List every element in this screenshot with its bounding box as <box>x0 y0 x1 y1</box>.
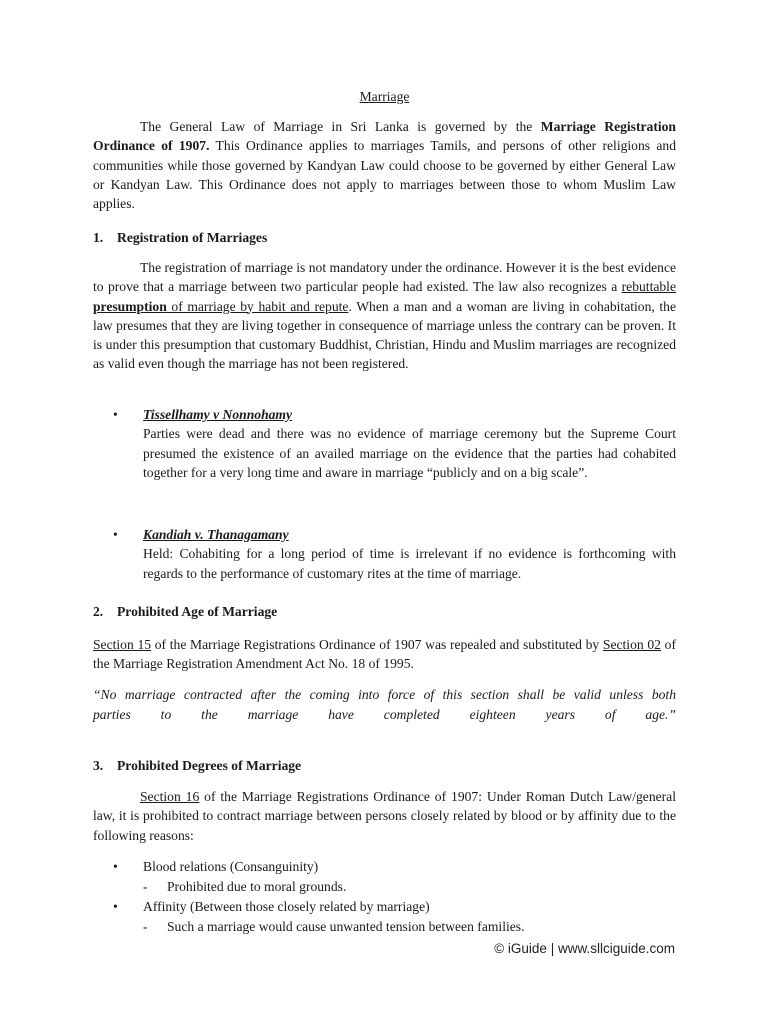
intro-text-1: The General Law of Marriage in Sri Lanka is governed by the <box>140 119 541 134</box>
section-2-number: 2. <box>93 604 104 619</box>
section-16-link[interactable]: Section 16 <box>140 789 200 804</box>
section-2-text-2: of the Marriage Registration Amendment Act No. 18 of 1995. <box>93 637 676 672</box>
sub-list-text: Prohibited due to moral grounds. <box>167 879 347 894</box>
section-3-heading <box>93 756 301 775</box>
intro-text-2: This Ordinance applies to marriages Tamils, and persons of other religions and communities while those governed by Kandyan Law could choose to be governed by either General Law or Kandyan Law. This Ordinance does not apply to marriages between those to whom Muslim Law applies. <box>93 138 676 212</box>
section-2-title: Prohibited Age of Marriage <box>117 604 278 619</box>
bullet-icon: • <box>113 899 118 914</box>
quote-line-2: parties to the marriage have completed eighteen years of age.” <box>93 707 676 722</box>
presumption-word: presumption <box>93 298 167 314</box>
page-title: Marriage <box>359 89 410 104</box>
case-name: Kandiah v. Thanagamany <box>143 527 289 542</box>
case-item <box>93 525 676 583</box>
sub-list-text: Such a marriage would cause unwanted tension between families. <box>167 919 525 934</box>
sub-list-item <box>93 877 676 896</box>
sub-list-item <box>93 917 676 936</box>
intro-ordinance-name: Marriage Registration Ordinance of 1907. <box>93 119 676 154</box>
bullet-icon: • <box>113 407 118 422</box>
section-3-number: 3. <box>93 758 104 773</box>
bullet-icon: • <box>113 527 118 542</box>
section-2-heading <box>93 602 277 621</box>
section-3-paragraph <box>93 787 676 845</box>
dash-icon: - <box>143 879 148 894</box>
presumption-phrase-2: of marriage by habit and repute <box>166 298 349 314</box>
case-body <box>143 525 676 583</box>
list-item <box>93 857 676 876</box>
section-1-number: 1. <box>93 230 104 245</box>
section-2-paragraph <box>93 635 676 674</box>
bullet-icon: • <box>113 859 118 874</box>
list-item-label: Affinity (Between those closely related by marriage) <box>143 899 430 914</box>
intro-paragraph <box>93 117 676 213</box>
section-1-text-1: The registration of marriage is not mandatory under the ordinance. However it is the best evidence to prove that a marriage between two particular people had existed. The law also recognizes a <box>93 260 677 295</box>
section-3-text: of the Marriage Registrations Ordinance of 1907: Under Roman Dutch Law/general law, it is prohibited to contract marriage between persons closely related by blood or by affinity due to the following reasons: <box>93 789 676 843</box>
section-1-paragraph <box>93 258 676 374</box>
presumption-phrase-1: rebuttable <box>621 279 676 295</box>
section-15-link[interactable]: Section 15 <box>93 637 152 652</box>
dash-icon: - <box>143 919 148 934</box>
quote-line-1: “No marriage contracted after the coming into force of this section shall be valid unless both <box>93 687 676 702</box>
list-item <box>93 897 676 916</box>
case-item <box>93 405 676 482</box>
footer-credit: © iGuide | www.sllciguide.com <box>494 941 675 956</box>
list-item-label: Blood relations (Consanguinity) <box>143 859 319 874</box>
section-1-title: Registration of Marriages <box>117 230 268 245</box>
case-text: Held: Cohabiting for a long period of time is irrelevant if no evidence is forthcoming with regards to the performance of customary rites at the time of marriage. <box>143 546 676 581</box>
section-2-text-1: of the Marriage Registrations Ordinance of 1907 was repealed and substituted by <box>151 637 603 652</box>
case-body <box>143 405 676 482</box>
section-1-heading <box>93 228 267 247</box>
case-name: Tissellhamy v Nonnohamy <box>143 407 293 422</box>
section-3-title: Prohibited Degrees of Marriage <box>117 758 302 773</box>
case-text: Parties were dead and there was no evidence of marriage ceremony but the Supreme Court presumed the existence of an availed marriage on the evidence that the parties had cohabited together for a very long time and aware in marriage “publicly and on a big scale”. <box>143 426 676 480</box>
section-1-text-2: . When a man and a woman are living in cohabitation, the law presumes that they are living together in consequence of marriage unless the contrary can be proven. It is under this presumption that customary Buddhist, Christian, Hindu and Muslim marriages are recognized as valid even though the marriage has not been registered. <box>93 298 676 372</box>
section-02-link[interactable]: Section 02 <box>602 637 661 652</box>
